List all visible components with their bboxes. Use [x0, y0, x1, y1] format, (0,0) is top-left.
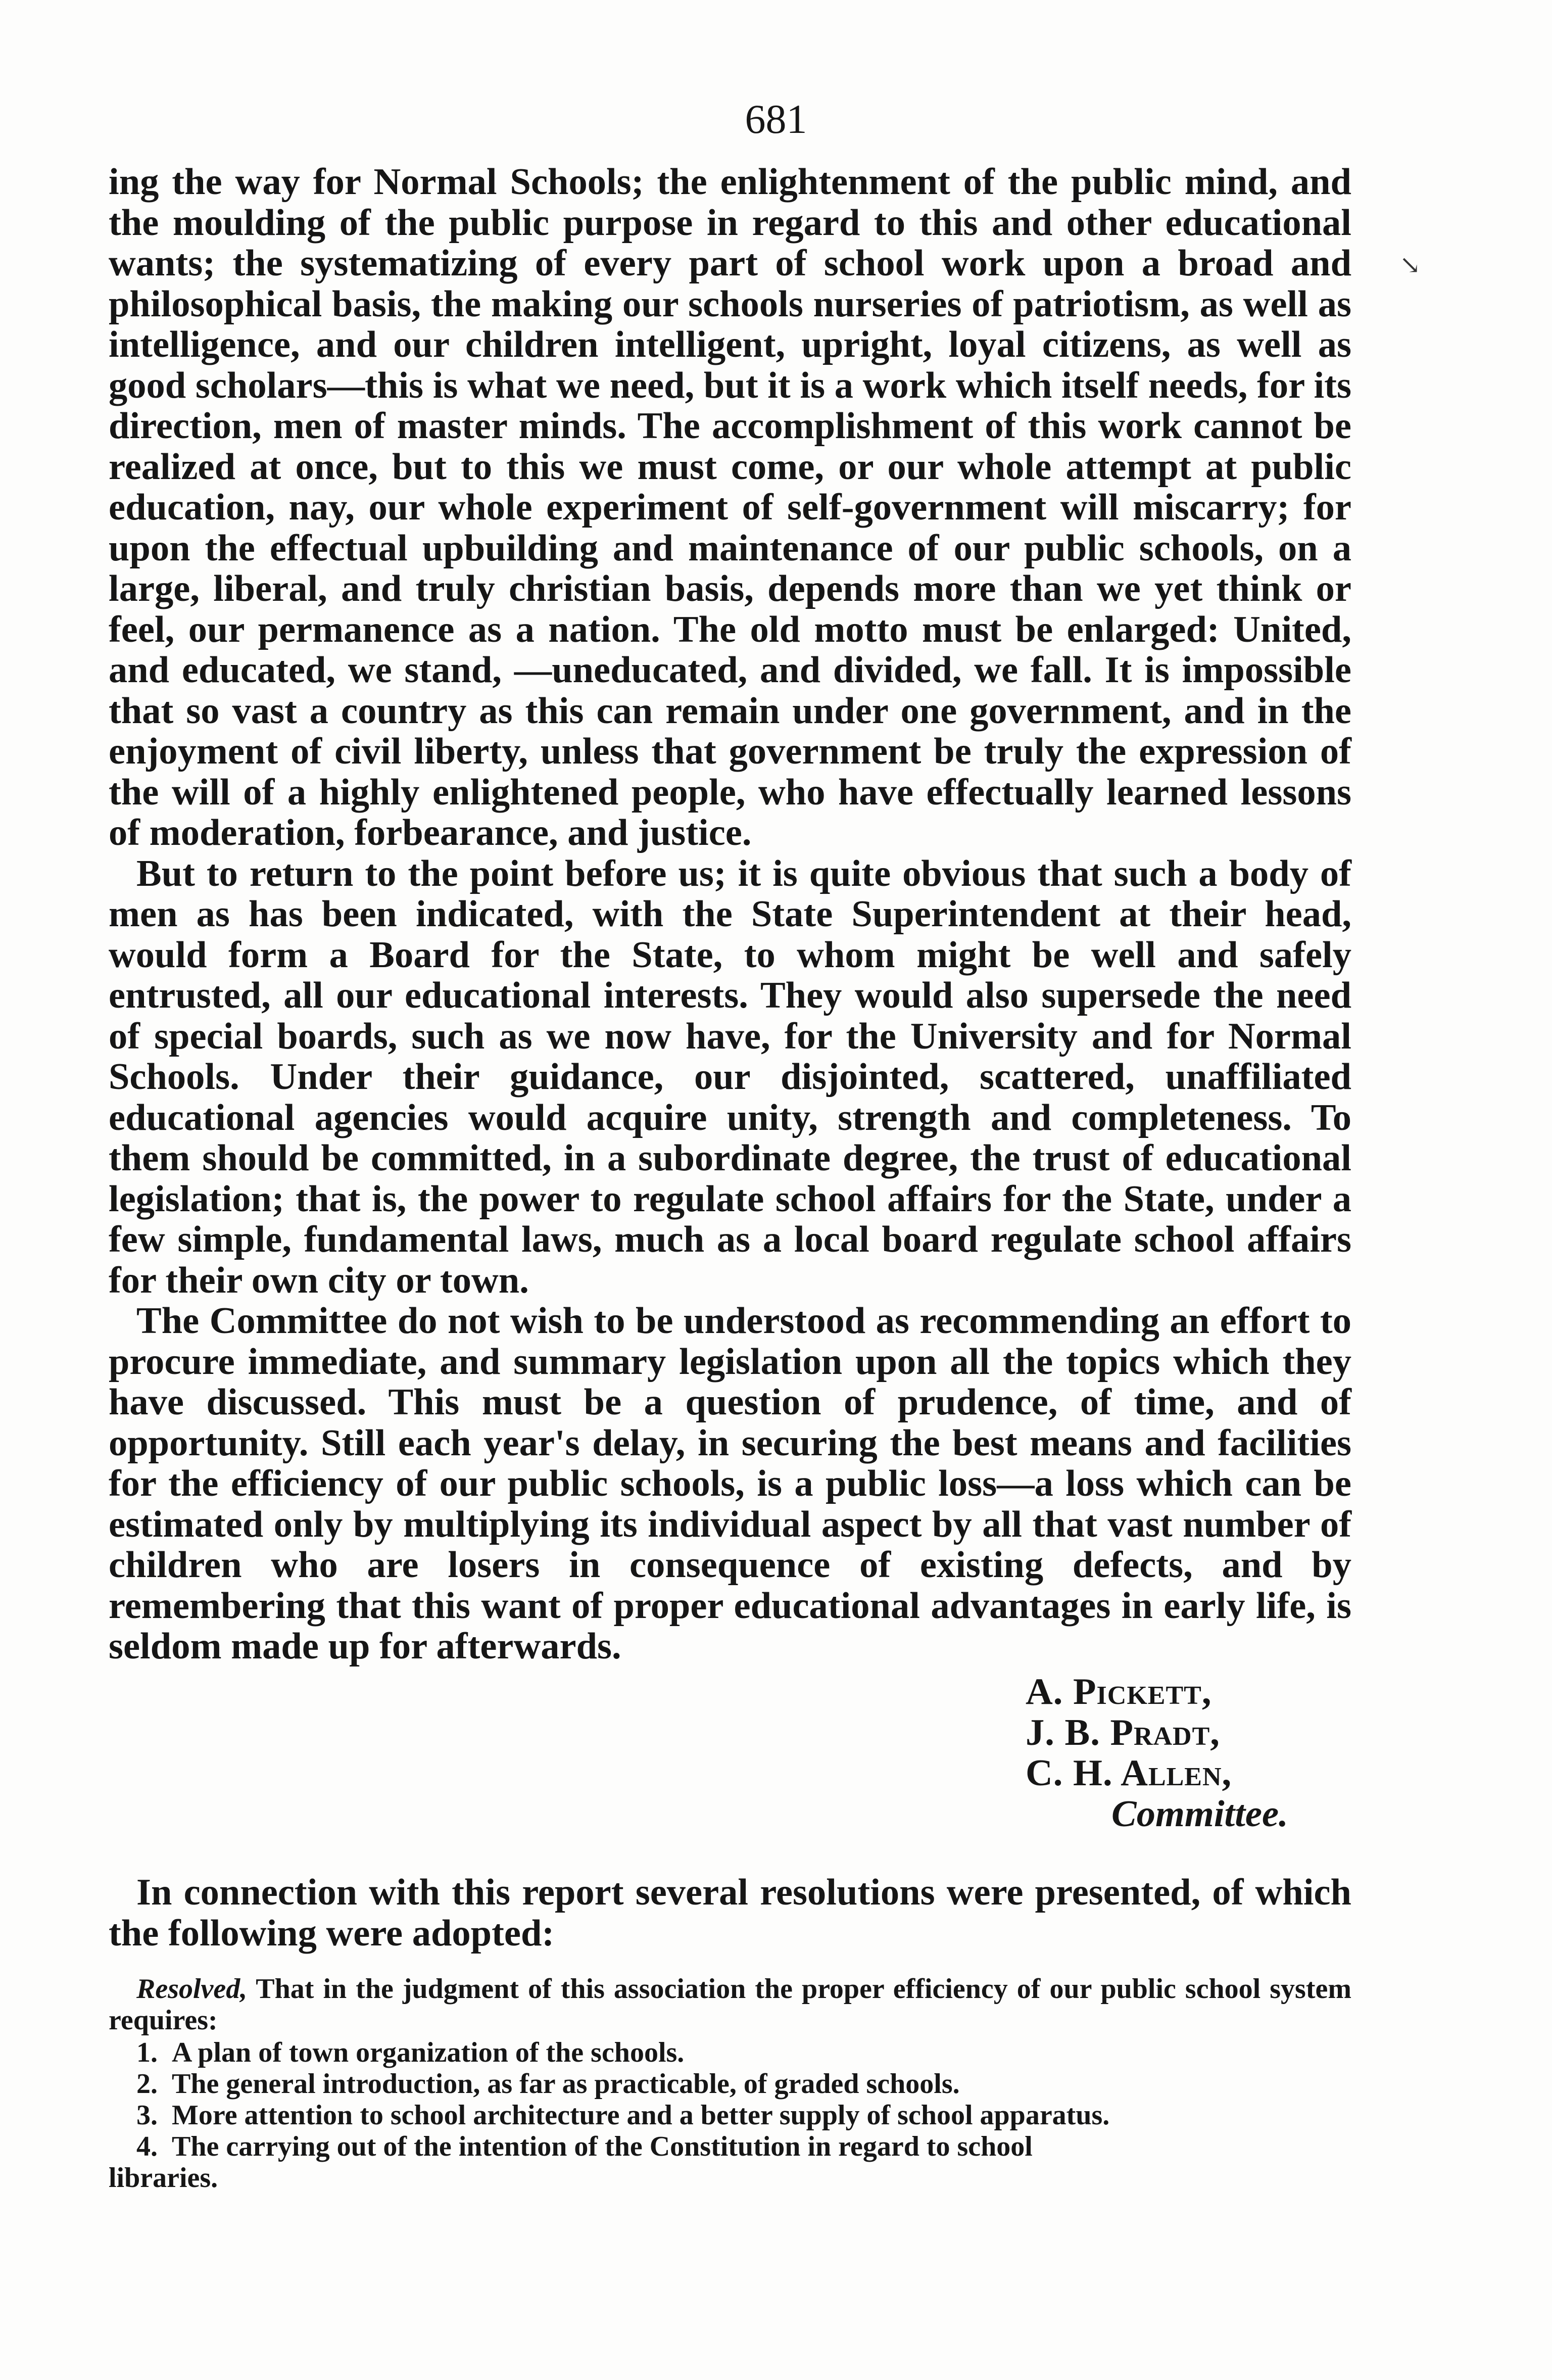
item-number: 1.: [136, 2037, 158, 2068]
item-number: 2.: [136, 2068, 158, 2100]
signature-name: C. H. Allen,: [1026, 1752, 1232, 1794]
paragraph-1: ing the way for Normal Schools; the enlightenment of the public mind, and the moulding of the public purpose in regard to this and other educational wants; the systematizing of every part of school work upon a broad and philosophical basis, the making our schools nurseries of patriotism, as well as intelligence, and our children intelligent, upright, loyal citizens, as well as good scholars—this is what we need, but it is a work which itself needs, for its direction, men of master minds. The accomplishment of this work cannot be realized at once, but to this we must come, or our whole attempt at public education, nay, our whole experiment of self-government will miscarry; for upon the effectual upbuilding and maintenance of our public schools, on a large, liberal, and truly christian basis, depends more than we yet think or feel, our permanence as a nation. The old motto must be enlarged: United, and educated, we stand, —uneducated, and divided, we fall. It is impossible that so vast a country as this can remain under one government, and in the enjoyment of civil liberty, unless that government be truly the expression of the will of a highly enlightened people, who have effectually learned lessons of moderation, forbearance, and justice.: [109, 161, 1351, 853]
item-text: A plan of town organization of the schools.: [172, 2037, 685, 2068]
paragraph-2: But to return to the point before us; it is quite obvious that such a body of men as has been indicated, with the State Superintendent at their head, would form a Board for the State, to whom might be well and safely entrusted, all our educational interests. They would also supersede the need of special boards, such as we now have, for the University and for Normal Schools. Under their guidance, our disjointed, scattered, unaffiliated educational agencies would acquire unity, strength and completeness. To them should be committed, in a subordinate degree, the trust of educational legislation; that is, the power to regulate school affairs for the State, under a few simple, fundamental laws, much as a local board regulate school affairs for their own city or town.: [109, 852, 1351, 1301]
signature-name: A. Pickett,: [1026, 1671, 1212, 1712]
list-item: [109, 2037, 1351, 2068]
resolution-block: [109, 1973, 1351, 2194]
margin-mark: ↘: [1399, 251, 1421, 279]
committee-label: Committee.: [1111, 1793, 1288, 1835]
resolved-word: Resolved,: [136, 1973, 248, 2005]
list-item: [109, 2100, 1351, 2131]
body-text: [109, 162, 1351, 1667]
signature-name: J. B. Pradt,: [1026, 1711, 1220, 1753]
resolution-list: [109, 2037, 1351, 2162]
resolution-tail: libraries.: [109, 2162, 218, 2194]
resolution-lead-text: That in the judgment of this association the proper efficiency of our public school system requires:: [109, 1973, 1351, 2036]
resolution-lead: [109, 1973, 1351, 2036]
item-text: The general introduction, as far as practicable, of graded schools.: [172, 2068, 960, 2100]
page-number: 681: [745, 96, 807, 142]
list-item: [109, 2131, 1351, 2162]
paragraph-3: The Committee do not wish to be understood as recommending an effort to procure immediate, and summary legislation upon all the topics which they have discussed. This must be a question of prudence, of time, and of opportunity. Still each year's delay, in securing the best means and facilities for the efficiency of our public schools, is a public loss—a loss which can be estimated only by multiplying its individual aspect by all that vast number of children who are losers in consequence of existing defects, and by remembering that this want of proper educational advantages in early life, is seldom made up for afterwards.: [109, 1300, 1351, 1667]
list-item: [109, 2068, 1351, 2100]
item-text: The carrying out of the intention of the Constitution in regard to school: [172, 2131, 1033, 2162]
item-number: 4.: [136, 2131, 158, 2162]
signature-block: [1026, 1672, 1379, 1834]
item-text: More attention to school architecture and a better supply of school apparatus.: [172, 2100, 1110, 2131]
item-number: 3.: [136, 2100, 158, 2131]
connection-paragraph: In connection with this report several resolutions were presented, of which the following were adopted:: [109, 1872, 1351, 1954]
